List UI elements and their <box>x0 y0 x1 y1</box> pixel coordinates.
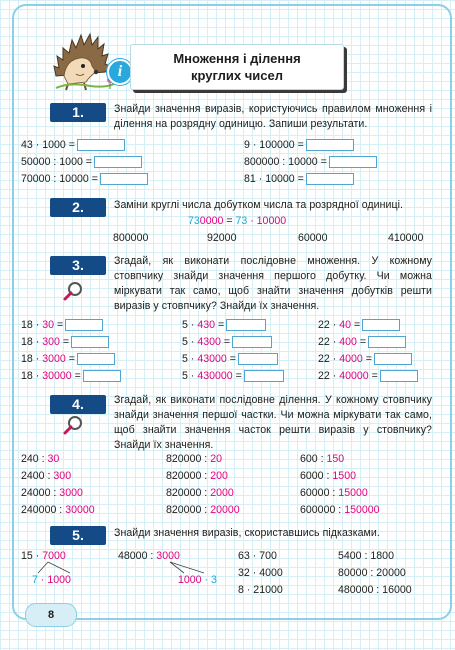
task4-expr: 820000 : 200 <box>166 470 228 482</box>
task4-expr: 24000 : 3000 <box>21 487 83 499</box>
page-number: 8 <box>25 603 77 627</box>
task4-expr: 600000 : 150000 <box>300 504 380 516</box>
task-number-4: 4. <box>50 395 106 414</box>
task1-expr: 81 · 10000 = <box>244 172 354 186</box>
task3-expr: 5 · 430000 = <box>182 369 284 383</box>
task-2-text: Заміни круглі числа добутком числа та розрядної одиниці. <box>114 199 403 211</box>
task5-expr: 8 · 21000 <box>238 584 283 596</box>
answer-box[interactable] <box>232 336 272 348</box>
task3-expr: 18 · 300 = <box>21 335 109 349</box>
answer-box[interactable] <box>226 319 266 331</box>
task3-expr: 5 · 43000 = <box>182 352 278 366</box>
task2-number: 800000 <box>113 232 149 244</box>
task4-expr: 2400 : 300 <box>21 470 72 482</box>
task5-expr: 5400 : 1800 <box>338 550 394 562</box>
title-line-2: круглих чисел <box>191 68 283 83</box>
task-4-text: Згадай, як виконати послідовне ділення. У кожному стовпчику знайди значення першої частки. Чи можна міркувати так само, щоб знайти значення часток решти виразів у стовпчику? Знайди їх значення. <box>114 394 432 451</box>
task5-hint-2: 48000 : 3000 <box>118 550 180 562</box>
answer-box[interactable] <box>238 353 278 365</box>
hedgehog-illustration <box>50 26 120 92</box>
task2-number: 410000 <box>388 232 424 244</box>
magnifier-icon <box>62 280 84 302</box>
task-1-text: Знайди значення виразів, користуючись правилом множення і ділення на розрядну одиницю. Запиши результати. <box>114 103 432 130</box>
task2-example: 730000 = 73 · 10000 <box>188 215 287 227</box>
task4-expr: 6000 : 1500 <box>300 470 356 482</box>
answer-box[interactable] <box>244 370 284 382</box>
answer-box[interactable] <box>374 353 412 365</box>
answer-box[interactable] <box>368 336 406 348</box>
task-number-3: 3. <box>50 256 106 275</box>
task2-number: 60000 <box>298 232 328 244</box>
answer-box[interactable] <box>65 319 103 331</box>
task3-expr: 18 · 30000 = <box>21 369 121 383</box>
task5-hint-1-split: 7 · 1000 <box>32 574 71 586</box>
task-number-1: 1. <box>50 103 106 122</box>
task4-expr: 240 : 30 <box>21 453 60 465</box>
task-number-2: 2. <box>50 198 106 217</box>
answer-box[interactable] <box>100 173 148 185</box>
task4-expr: 240000 : 30000 <box>21 504 95 516</box>
task-number-5: 5. <box>50 526 106 545</box>
task-5-text: Знайди значення виразів, скориставшись підказками. <box>114 527 380 539</box>
answer-box[interactable] <box>380 370 418 382</box>
task1-expr: 50000 : 1000 = <box>21 155 142 169</box>
task1-expr: 43 · 1000 = <box>21 138 125 152</box>
magnifier-icon <box>62 414 84 436</box>
task5-hint-1: 15 · 7000 <box>21 550 66 562</box>
task4-expr: 820000 : 2000 <box>166 487 234 499</box>
task3-expr: 18 · 30 = <box>21 318 103 332</box>
task1-expr: 800000 : 10000 = <box>244 155 377 169</box>
task1-expr: 70000 : 10000 = <box>21 172 148 186</box>
task3-expr: 22 · 40 = <box>318 318 400 332</box>
task3-expr: 5 · 430 = <box>182 318 266 332</box>
task3-expr: 22 · 400 = <box>318 335 406 349</box>
task4-expr: 820000 : 20000 <box>166 504 240 516</box>
title-line-1: Множення і ділення <box>173 51 301 66</box>
task5-expr: 80000 : 20000 <box>338 567 406 579</box>
task4-expr: 820000 : 20 <box>166 453 222 465</box>
answer-box[interactable] <box>77 353 115 365</box>
answer-box[interactable] <box>71 336 109 348</box>
answer-box[interactable] <box>94 156 142 168</box>
answer-box[interactable] <box>83 370 121 382</box>
task2-number: 92000 <box>207 232 237 244</box>
task3-expr: 22 · 4000 = <box>318 352 412 366</box>
task5-expr: 480000 : 16000 <box>338 584 412 596</box>
task5-expr: 32 · 4000 <box>238 567 283 579</box>
task5-expr: 63 · 700 <box>238 550 277 562</box>
answer-box[interactable] <box>329 156 377 168</box>
task4-expr: 600 : 150 <box>300 453 345 465</box>
task4-expr: 60000 : 15000 <box>300 487 368 499</box>
info-icon: i <box>107 59 133 85</box>
task1-expr: 9 · 100000 = <box>244 138 354 152</box>
answer-box[interactable] <box>306 173 354 185</box>
task3-expr: 22 · 40000 = <box>318 369 418 383</box>
page-title <box>130 44 344 90</box>
task3-expr: 5 · 4300 = <box>182 335 272 349</box>
task3-expr: 18 · 3000 = <box>21 352 115 366</box>
task5-hint-2-split: 1000 · 3 <box>178 574 217 586</box>
answer-box[interactable] <box>362 319 400 331</box>
answer-box[interactable] <box>77 139 125 151</box>
answer-box[interactable] <box>306 139 354 151</box>
task-3-text: Згадай, як виконати послідовне множення. У кожному стовпчику знайди значення першого добутку. Чи можна міркувати так само, щоб знайти значення добутків решти виразів у стовпчику? Знайди їх значення. <box>114 255 432 312</box>
